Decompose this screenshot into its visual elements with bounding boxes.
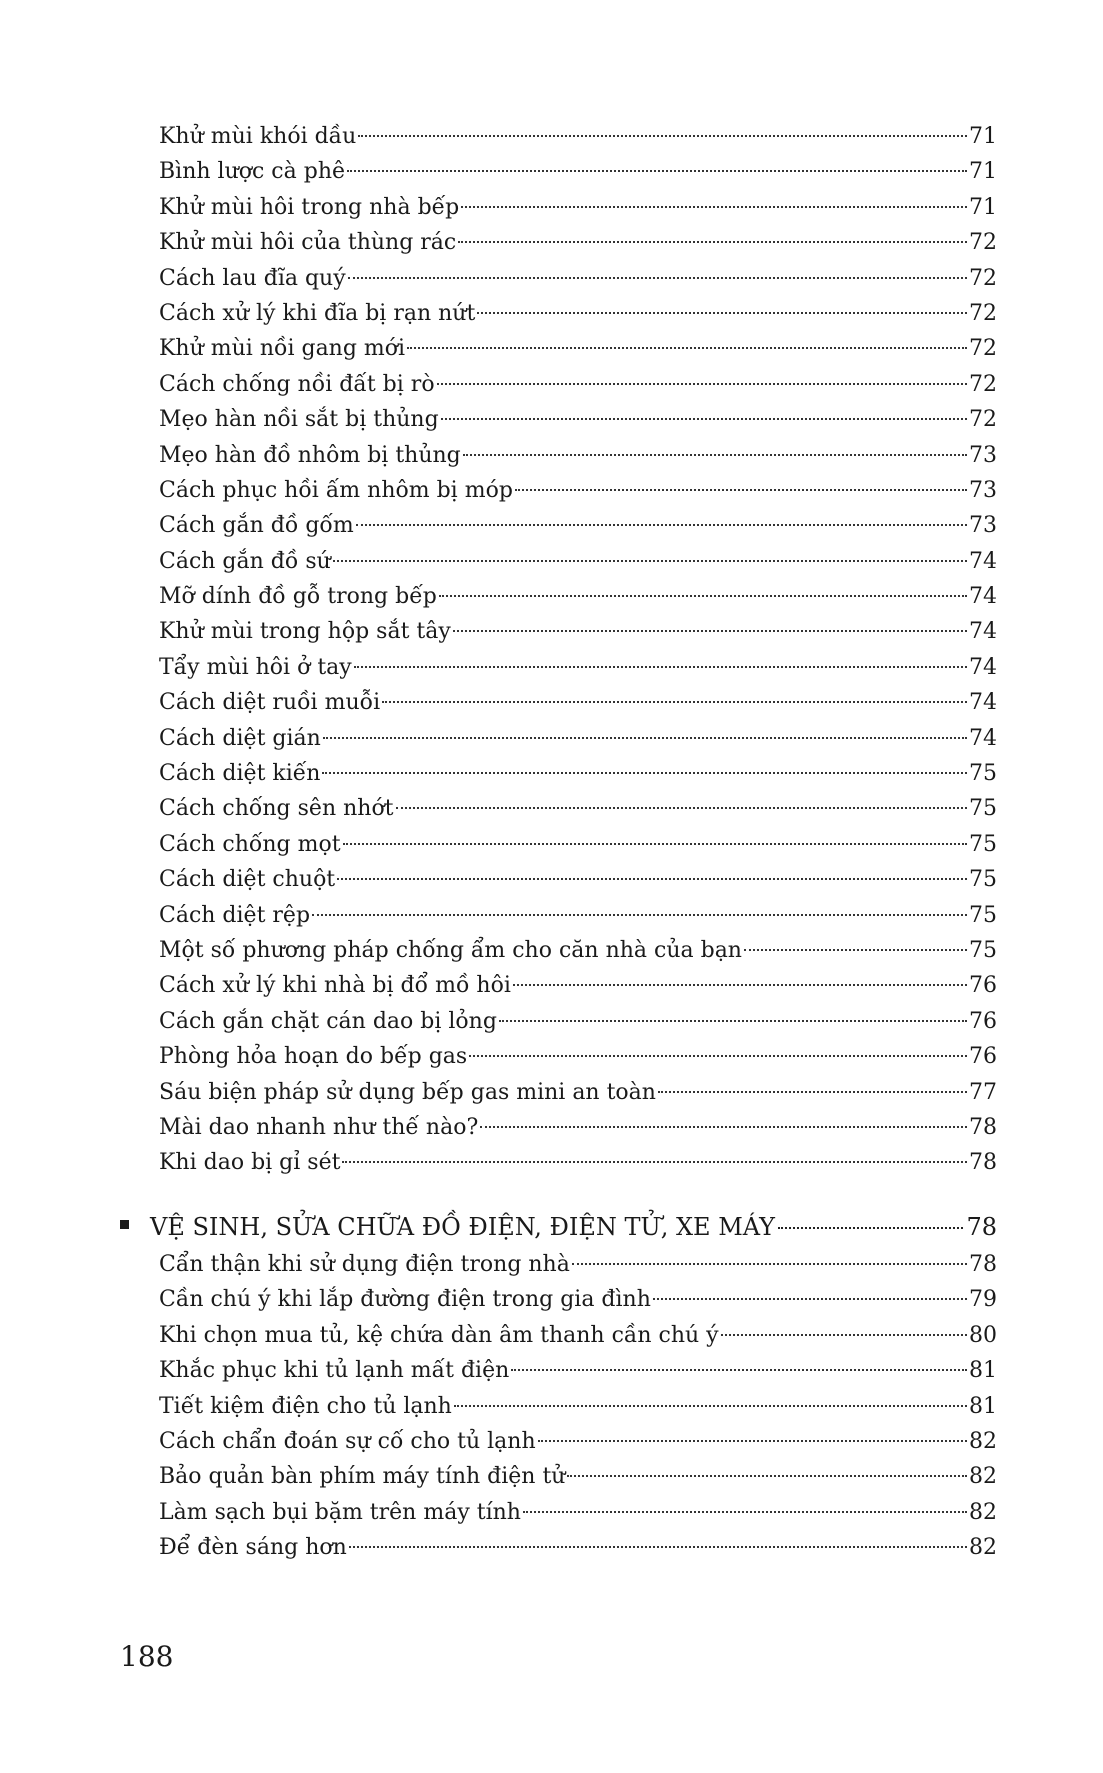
section-entry-list — [159, 1247, 997, 1566]
toc-entry — [159, 862, 997, 897]
dot-leader — [453, 630, 967, 632]
toc-entry — [159, 154, 997, 189]
toc-entry-title: Bình lược cà phê — [159, 159, 346, 185]
toc-entry-page: 81 — [969, 1358, 997, 1384]
dot-leader — [778, 1227, 963, 1229]
dot-leader — [477, 312, 967, 314]
toc-entry — [159, 1075, 997, 1110]
toc-entry — [159, 579, 997, 614]
dot-leader — [439, 595, 967, 597]
toc-entry-page: 71 — [969, 124, 997, 149]
section-page: 78 — [966, 1213, 997, 1241]
toc-entry — [159, 438, 997, 473]
toc-entry-page: 75 — [969, 831, 997, 857]
dot-leader — [511, 1369, 967, 1371]
toc-entry — [159, 827, 997, 862]
toc-entry-page: 77 — [969, 1079, 997, 1105]
toc-entry-page: 71 — [969, 159, 997, 185]
toc-entry — [159, 968, 997, 1003]
dot-leader — [567, 1475, 967, 1477]
toc-entry — [159, 331, 997, 366]
toc-entry — [159, 1318, 997, 1353]
dot-leader — [653, 1298, 967, 1300]
toc-entry-page: 75 — [969, 761, 997, 787]
toc-entry-page: 82 — [969, 1428, 997, 1454]
toc-entry-title: Cần chú ý khi lắp đường điện trong gia đình — [159, 1287, 651, 1313]
toc-entry — [159, 1389, 997, 1424]
toc-entry-title: Tẩy mùi hôi ở tay — [159, 654, 352, 680]
toc-entry-title: Cách diệt ruồi muỗi — [159, 690, 381, 716]
toc-entry-title: Cách gắn đồ gốm — [159, 513, 354, 539]
toc-entry-page: 74 — [969, 654, 997, 680]
toc-entry-title: Khử mùi khói dầu — [159, 124, 357, 149]
toc-entry — [159, 367, 997, 402]
toc-entry-title: Mẹo hàn nồi sắt bị thủng — [159, 407, 439, 433]
toc-entry — [159, 1459, 997, 1494]
toc-entry — [159, 1039, 997, 1074]
toc-entry — [159, 933, 997, 968]
toc-entry — [159, 225, 997, 260]
toc-entry-title: Cách diệt chuột — [159, 867, 336, 893]
toc-entry-title: Để đèn sáng hơn — [159, 1535, 347, 1561]
toc-entry — [159, 1424, 997, 1459]
toc-entry — [159, 1004, 997, 1039]
dot-leader — [441, 418, 967, 420]
dot-leader — [538, 1440, 967, 1442]
toc-entry-title: Cách phục hồi ấm nhôm bị móp — [159, 477, 513, 503]
dot-leader — [461, 206, 967, 208]
toc-entry-title: Cách diệt kiến — [159, 761, 321, 787]
toc-entry-page: 73 — [969, 477, 997, 503]
toc-entry-page: 72 — [969, 371, 997, 397]
toc-entry — [159, 508, 997, 543]
toc-entry — [159, 1282, 997, 1317]
toc-entry-title: Sáu biện pháp sử dụng bếp gas mini an toàn — [159, 1079, 656, 1105]
toc-entry-page: 72 — [969, 407, 997, 433]
dot-leader — [480, 1126, 967, 1128]
section-title: VỆ SINH, SỬA CHỮA ĐỒ ĐIỆN, ĐIỆN TỬ, XE MÁY — [150, 1213, 775, 1241]
dot-leader — [343, 843, 967, 845]
dot-leader — [323, 737, 967, 739]
toc-entry-title: Cách gắn đồ sứ — [159, 548, 331, 574]
toc-entry-title: Một số phương pháp chống ẩm cho căn nhà của bạn — [159, 937, 742, 963]
dot-leader — [721, 1334, 967, 1336]
toc-entry-title: Khi chọn mua tủ, kệ chứa dàn âm thanh cần chú ý — [159, 1322, 719, 1348]
toc-entry — [159, 402, 997, 437]
dot-leader — [312, 914, 967, 916]
toc-entry-title: Khắc phục khi tủ lạnh mất điện — [159, 1358, 510, 1384]
toc-entry — [159, 685, 997, 720]
dot-leader — [358, 135, 967, 137]
toc-entry-page: 75 — [969, 796, 997, 822]
dot-leader — [322, 772, 967, 774]
toc-entry-page: 73 — [969, 442, 997, 468]
toc-entry — [159, 261, 997, 296]
toc-entry — [159, 1145, 997, 1180]
toc-entry-page: 74 — [969, 690, 997, 716]
toc-entry-page: 79 — [969, 1287, 997, 1313]
toc-entry — [159, 473, 997, 508]
dot-leader — [744, 949, 967, 951]
dot-leader — [407, 347, 967, 349]
dot-leader — [523, 1511, 967, 1513]
dot-leader — [463, 454, 967, 456]
dot-leader — [342, 1161, 967, 1163]
dot-leader — [572, 1263, 967, 1265]
toc-entry-page: 72 — [969, 300, 997, 326]
dot-leader — [347, 170, 967, 172]
dot-leader — [337, 878, 967, 880]
toc-entry-title: Cách xử lý khi nhà bị đổ mồ hôi — [159, 973, 511, 999]
toc-entry-page: 73 — [969, 513, 997, 539]
toc-entry-title: Cách chống nồi đất bị rò — [159, 371, 435, 397]
toc-entry-page: 82 — [969, 1464, 997, 1490]
toc-entry — [159, 721, 997, 756]
dot-leader — [348, 277, 967, 279]
toc-entry — [159, 1247, 997, 1282]
toc-entry-title: Khử mùi nồi gang mới — [159, 336, 406, 362]
dot-leader — [437, 383, 967, 385]
toc-entry — [159, 296, 997, 331]
toc-entry — [159, 1495, 997, 1530]
dot-leader — [515, 489, 967, 491]
toc-entry-title: Mẹo hàn đồ nhôm bị thủng — [159, 442, 461, 468]
toc-entry-page: 82 — [969, 1499, 997, 1525]
toc-entry-title: Làm sạch bụi bặm trên máy tính — [159, 1499, 521, 1525]
toc-entry-page: 72 — [969, 230, 997, 256]
toc-entry-title: Cách gắn chặt cán dao bị lỏng — [159, 1008, 497, 1034]
toc-entry-page: 71 — [969, 194, 997, 220]
toc-entry — [159, 650, 997, 685]
toc-entry-title: Khử mùi trong hộp sắt tây — [159, 619, 451, 645]
toc-entry-page: 75 — [969, 867, 997, 893]
toc-entry — [159, 614, 997, 649]
toc-entry — [159, 1353, 997, 1388]
toc-entry-page: 74 — [969, 584, 997, 610]
toc-entry-title: Cách lau đĩa quý — [159, 265, 346, 291]
toc-entry-title: Tiết kiệm điện cho tủ lạnh — [159, 1393, 452, 1419]
toc-entry-title: Cách chống mọt — [159, 831, 341, 857]
toc-entry-page: 80 — [969, 1322, 997, 1348]
toc-entry-page: 82 — [969, 1535, 997, 1561]
toc-entry-page: 81 — [969, 1393, 997, 1419]
toc-entry-page: 72 — [969, 336, 997, 362]
toc-entry — [159, 1530, 997, 1565]
toc-entry — [159, 1110, 997, 1145]
toc-entry-page: 74 — [969, 548, 997, 574]
dot-leader — [396, 807, 967, 809]
toc-entry-page: 74 — [969, 725, 997, 751]
toc-entry-page: 74 — [969, 619, 997, 645]
dot-leader — [499, 1020, 967, 1022]
toc-entry-page: 78 — [969, 1114, 997, 1140]
toc-entry-title: Mỡ dính đồ gỗ trong bếp — [159, 584, 437, 610]
dot-leader — [658, 1091, 967, 1093]
dot-leader — [513, 984, 967, 986]
toc-entry-page: 72 — [969, 265, 997, 291]
toc-entry-page: 76 — [969, 973, 997, 999]
toc-entry-title: Khử mùi hôi của thùng rác — [159, 230, 457, 256]
toc-entry-title: Cẩn thận khi sử dụng điện trong nhà — [159, 1252, 570, 1277]
toc-entry — [159, 190, 997, 225]
toc-entry-page: 75 — [969, 937, 997, 963]
toc-entry — [159, 756, 997, 791]
toc-entry-page: 78 — [969, 1252, 997, 1277]
toc-entry-title: Cách xử lý khi đĩa bị rạn nứt — [159, 300, 476, 326]
page-number: 188 — [120, 1640, 174, 1673]
toc-entry-page: 78 — [969, 1150, 997, 1176]
toc-entry — [159, 119, 997, 154]
toc-list — [159, 119, 997, 1181]
toc-entry — [159, 791, 997, 826]
toc-entry-title: Cách chẩn đoán sự cố cho tủ lạnh — [159, 1428, 536, 1454]
toc-entry — [159, 898, 997, 933]
toc-entry-title: Phòng hỏa hoạn do bếp gas — [159, 1044, 468, 1070]
toc-entry-title: Khi dao bị gỉ sét — [159, 1150, 341, 1176]
toc-entry-title: Khử mùi hôi trong nhà bếp — [159, 194, 460, 220]
dot-leader — [349, 1546, 967, 1548]
toc-entry-title: Mài dao nhanh như thế nào? — [159, 1114, 479, 1140]
dot-leader — [354, 666, 967, 668]
toc-section — [120, 1207, 997, 1566]
dot-leader — [469, 1055, 967, 1057]
dot-leader — [458, 241, 967, 243]
toc-entry — [159, 544, 997, 579]
toc-entry-title: Cách chống sên nhớt — [159, 796, 394, 822]
dot-leader — [356, 524, 967, 526]
toc-entry-title: Cách diệt gián — [159, 725, 321, 751]
toc-entry-page: 76 — [969, 1044, 997, 1070]
toc-entry-title: Cách diệt rệp — [159, 902, 311, 928]
square-bullet-icon — [120, 1220, 129, 1229]
toc-entry-title: Bảo quản bàn phím máy tính điện tử — [159, 1464, 566, 1490]
dot-leader — [333, 560, 967, 562]
section-heading — [120, 1207, 997, 1247]
toc-entry-page: 75 — [969, 902, 997, 928]
dot-leader — [382, 701, 967, 703]
dot-leader — [454, 1405, 967, 1407]
toc-entry-page: 76 — [969, 1008, 997, 1034]
